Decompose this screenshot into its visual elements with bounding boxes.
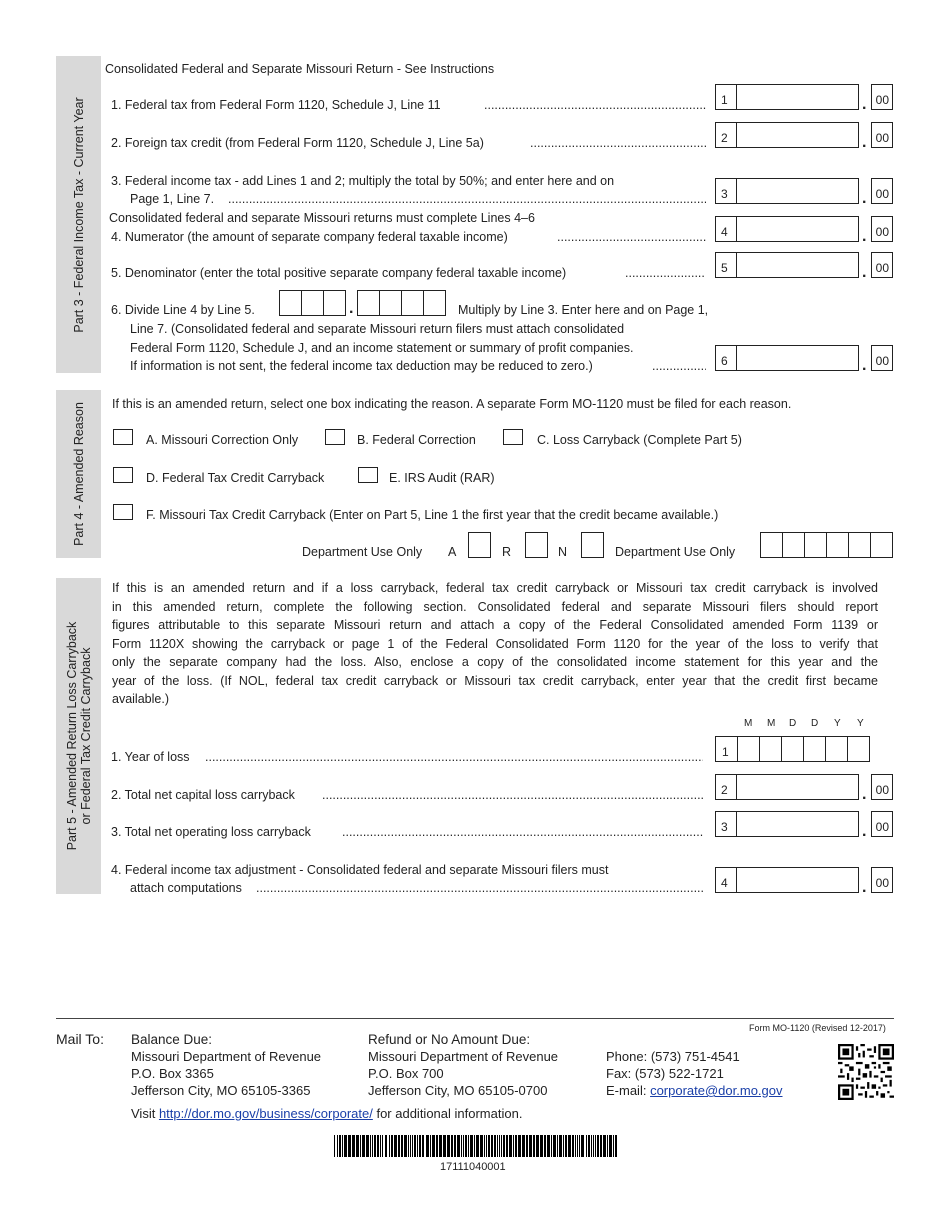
box-number: 5 xyxy=(721,261,728,275)
box-number: 2 xyxy=(721,783,728,797)
dept-use-box xyxy=(870,532,893,558)
decimal-point: . xyxy=(862,190,867,207)
email-label: E-mail: xyxy=(606,1083,651,1098)
year-of-loss-digit[interactable] xyxy=(759,736,782,762)
ratio-digit-box[interactable] xyxy=(279,290,302,316)
decimal-point: . xyxy=(862,879,867,896)
checkbox-irs-audit[interactable] xyxy=(358,467,378,483)
cents-label: 00 xyxy=(875,93,889,107)
decimal-point: . xyxy=(862,786,867,803)
mail-to-label: Mail To: xyxy=(56,1031,104,1047)
part3-line5-cents[interactable] xyxy=(871,252,893,278)
leader-dots xyxy=(205,750,703,765)
part3-line4-cents[interactable] xyxy=(871,216,893,242)
decimal-point: . xyxy=(862,823,867,840)
cents-label: 00 xyxy=(875,131,889,145)
part5-line2-amount[interactable] xyxy=(715,774,859,800)
cents-label: 00 xyxy=(875,820,889,834)
part5-sidebar xyxy=(56,578,101,894)
part3-line6-label-cont2: Federal Form 1120, Schedule J, and an income statement or summary of profit companies. xyxy=(130,341,634,355)
ratio-digit-box[interactable] xyxy=(423,290,446,316)
opt-c-label: C. Loss Carryback (Complete Part 5) xyxy=(537,433,742,447)
form-id: Form MO-1120 (Revised 12-2017) xyxy=(749,1023,886,1033)
refund-line1: Missouri Department of Revenue xyxy=(368,1049,559,1064)
box-number: 3 xyxy=(721,187,728,201)
part5-line3-amount[interactable] xyxy=(715,811,859,837)
part3-header: Consolidated Federal and Separate Missouri Return - See Instructions xyxy=(105,62,495,76)
year-of-loss-digit[interactable] xyxy=(825,736,848,762)
opt-d-label: D. Federal Tax Credit Carryback xyxy=(146,471,325,485)
leader-dots xyxy=(342,825,703,840)
intro-line: only the separate company had the loss. Also, enclose a copy of the consolidated income statement for this year and the xyxy=(112,655,878,669)
barcode-number: 17111040001 xyxy=(440,1161,506,1173)
part5-line3-label: 3. Total net operating loss carryback xyxy=(111,825,311,839)
ratio-digit-box[interactable] xyxy=(323,290,346,316)
ratio-digit-box[interactable] xyxy=(379,290,402,316)
fax: Fax: (573) 522-1721 xyxy=(606,1066,724,1081)
leader-dots xyxy=(625,266,706,281)
part3-subheader: Consolidated federal and separate Missouri returns must complete Lines 4–6 xyxy=(109,211,535,225)
year-of-loss-digit[interactable] xyxy=(781,736,804,762)
cents-label: 00 xyxy=(875,187,889,201)
part3-line1-cents[interactable] xyxy=(871,84,893,110)
part3-line6-label-right: Multiply by Line 3. Enter here and on Page 1, xyxy=(458,303,709,317)
checkbox-missouri-tax-credit-carryback[interactable] xyxy=(113,504,133,520)
dept-use-box xyxy=(826,532,849,558)
part3-line3-label-cont: Page 1, Line 7. xyxy=(130,192,215,206)
decimal-point: . xyxy=(862,357,867,374)
part3-line3-cents[interactable] xyxy=(871,178,893,204)
box-number: 4 xyxy=(721,225,728,239)
leader-dots xyxy=(256,881,703,896)
leader-dots xyxy=(530,136,706,151)
part4-sidebar xyxy=(56,390,101,558)
decimal-point: . xyxy=(862,228,867,245)
dept-r-box xyxy=(525,532,548,558)
part4-intro: If this is an amended return, select one box indicating the reason. A separate Form MO-1120 must be filed for each reason. xyxy=(112,397,792,411)
barcode-icon xyxy=(334,1135,620,1157)
date-label-d: D xyxy=(789,718,797,729)
balance-due-line3: Jefferson City, MO 65105-3365 xyxy=(131,1083,311,1098)
dept-use-box xyxy=(760,532,783,558)
leader-dots xyxy=(228,192,706,207)
dept-a-label: A xyxy=(448,545,457,559)
dept-r-label: R xyxy=(502,545,512,559)
part5-sidebar-label xyxy=(65,622,93,851)
box-number: 1 xyxy=(722,745,729,759)
dept-use-right-label: Department Use Only xyxy=(615,545,736,559)
leader-dots xyxy=(484,98,706,113)
date-label-m: M xyxy=(767,718,776,729)
part3-line2-label: 2. Foreign tax credit (from Federal Form 1120, Schedule J, Line 5a) xyxy=(111,136,484,150)
dept-use-box xyxy=(804,532,827,558)
cents-label: 00 xyxy=(875,225,889,239)
leader-dots xyxy=(652,359,706,374)
visit-label: Visit xyxy=(131,1106,159,1121)
cents-label: 00 xyxy=(875,783,889,797)
intro-line: in this amended return, complete the following section. Consolidated federal and separate Missouri filers should report xyxy=(112,599,878,614)
decimal-point: . xyxy=(862,96,867,113)
visit-line xyxy=(131,1106,522,1121)
date-label-y: Y xyxy=(834,718,841,729)
dept-use-left-label: Department Use Only xyxy=(302,545,423,559)
checkbox-loss-carryback[interactable] xyxy=(503,429,523,445)
dept-use-box xyxy=(848,532,871,558)
part3-line3-label: 3. Federal income tax - add Lines 1 and 2; multiply the total by 50%; and enter here and on xyxy=(111,174,615,188)
intro-line: If this is an amended return and if a loss carryback, federal tax credit carryback or Missouri tax credit carryback is involved xyxy=(112,581,878,595)
part5-sidebar-line1: Part 5 - Amended Return Loss Carryback xyxy=(64,621,79,851)
part3-line1-amount[interactable] xyxy=(715,84,859,110)
refund-line3: Jefferson City, MO 65105-0700 xyxy=(368,1083,548,1098)
website-link[interactable]: http://dor.mo.gov/business/corporate/ xyxy=(158,1106,373,1121)
opt-b-label: B. Federal Correction xyxy=(357,433,476,447)
date-label-d: D xyxy=(811,718,819,729)
part5-line4-amount[interactable] xyxy=(715,867,859,893)
date-label-m: M xyxy=(744,718,753,729)
part3-line4-amount[interactable] xyxy=(715,216,859,242)
dept-n-box xyxy=(581,532,604,558)
box-number: 4 xyxy=(721,876,728,890)
email-link[interactable]: corporate@dor.mo.gov xyxy=(650,1083,783,1098)
leader-dots xyxy=(322,788,703,803)
email-line xyxy=(606,1083,783,1098)
cents-label: 00 xyxy=(875,876,889,890)
balance-due-title: Balance Due: xyxy=(131,1032,213,1047)
intro-line: figures attributable to this separate Missouri return and attach a copy of the Federal Consolidated amended Form 1139 or xyxy=(112,618,878,632)
checkbox-federal-correction[interactable] xyxy=(325,429,345,445)
part5-line2-cents[interactable] xyxy=(871,774,893,800)
refund-title: Refund or No Amount Due: xyxy=(368,1032,531,1047)
opt-a-label: A. Missouri Correction Only xyxy=(146,433,299,447)
decimal-point: . xyxy=(862,264,867,281)
part3-sidebar xyxy=(56,56,101,373)
ratio-digit-box[interactable] xyxy=(357,290,380,316)
part5-line4-label: 4. Federal income tax adjustment - Consolidated federal and separate Missouri filers must xyxy=(111,863,609,877)
ratio-digit-box[interactable] xyxy=(301,290,324,316)
visit-suffix: for additional information. xyxy=(372,1106,523,1121)
part5-line4-cents[interactable] xyxy=(871,867,893,893)
intro-line: Form 1120X showing the carryback or page 1 of the Federal Consolidated Form 1120 for the year of the loss to verify that xyxy=(112,636,878,651)
part3-line2-cents[interactable] xyxy=(871,122,893,148)
balance-due-line1: Missouri Department of Revenue xyxy=(131,1049,322,1064)
balance-due-line2: P.O. Box 3365 xyxy=(131,1066,214,1081)
qr-code-icon xyxy=(838,1044,894,1100)
dept-n-label: N xyxy=(558,545,568,559)
part4-sidebar-label: Part 4 - Amended Reason xyxy=(71,402,86,546)
part3-line4-label: 4. Numerator (the amount of separate company federal taxable income) xyxy=(111,230,508,244)
opt-f-label: F. Missouri Tax Credit Carryback (Enter on Part 5, Line 1 the first year that the credit became available.) xyxy=(146,508,719,522)
dept-a-box xyxy=(468,532,491,558)
checkbox-missouri-correction[interactable] xyxy=(113,429,133,445)
part5-line2-label: 2. Total net capital loss carryback xyxy=(111,788,295,802)
part3-line1-label: 1. Federal tax from Federal Form 1120, Schedule J, Line 11 xyxy=(111,98,441,112)
intro-line: year of the loss. (If NOL, federal tax credit carryback or Missouri tax credit carryback, enter year that the credit first became xyxy=(112,673,878,688)
part5-line1-label: 1. Year of loss xyxy=(111,750,190,764)
ratio-digit-box[interactable] xyxy=(401,290,424,316)
box-number: 1 xyxy=(721,93,728,107)
box-number: 3 xyxy=(721,820,728,834)
date-label-y: Y xyxy=(857,718,864,729)
decimal-point: . xyxy=(349,300,354,317)
dept-use-box xyxy=(782,532,805,558)
year-of-loss-digit[interactable] xyxy=(847,736,870,762)
intro-line: available.) xyxy=(112,692,169,706)
part5-sidebar-line2: or Federal Tax Credit Carryback xyxy=(78,647,93,825)
part3-line2-amount[interactable] xyxy=(715,122,859,148)
part3-line3-amount[interactable] xyxy=(715,178,859,204)
part5-line4-label-cont: attach computations xyxy=(130,881,242,895)
part3-line6-label: 6. Divide Line 4 by Line 5. xyxy=(111,303,255,317)
part3-line6-label-cont1: Line 7. (Consolidated federal and separate Missouri return filers must attach consolidated xyxy=(130,322,625,336)
part3-line6-label-cont3: If information is not sent, the federal income tax deduction may be reduced to zero.) xyxy=(130,359,593,373)
part3-line5-label: 5. Denominator (enter the total positive separate company federal taxable income) xyxy=(111,266,567,280)
box-number: 2 xyxy=(721,131,728,145)
part5-line1-number-box xyxy=(715,736,738,762)
part3-sidebar-label: Part 3 - Federal Income Tax - Current Year xyxy=(71,96,86,333)
part5-intro xyxy=(112,579,878,709)
part3-line6-amount[interactable] xyxy=(715,345,859,371)
footer-divider xyxy=(56,1018,894,1019)
cents-label: 00 xyxy=(875,261,889,275)
decimal-point: . xyxy=(862,134,867,151)
year-of-loss-digit[interactable] xyxy=(737,736,760,762)
box-number: 6 xyxy=(721,354,728,368)
cents-label: 00 xyxy=(875,354,889,368)
part3-line5-amount[interactable] xyxy=(715,252,859,278)
refund-line2: P.O. Box 700 xyxy=(368,1066,444,1081)
opt-e-label: E. IRS Audit (RAR) xyxy=(389,471,495,485)
leader-dots xyxy=(557,230,706,245)
year-of-loss-digit[interactable] xyxy=(803,736,826,762)
part3-line6-cents[interactable] xyxy=(871,345,893,371)
checkbox-federal-tax-credit-carryback[interactable] xyxy=(113,467,133,483)
phone: Phone: (573) 751-4541 xyxy=(606,1049,740,1064)
part5-line3-cents[interactable] xyxy=(871,811,893,837)
